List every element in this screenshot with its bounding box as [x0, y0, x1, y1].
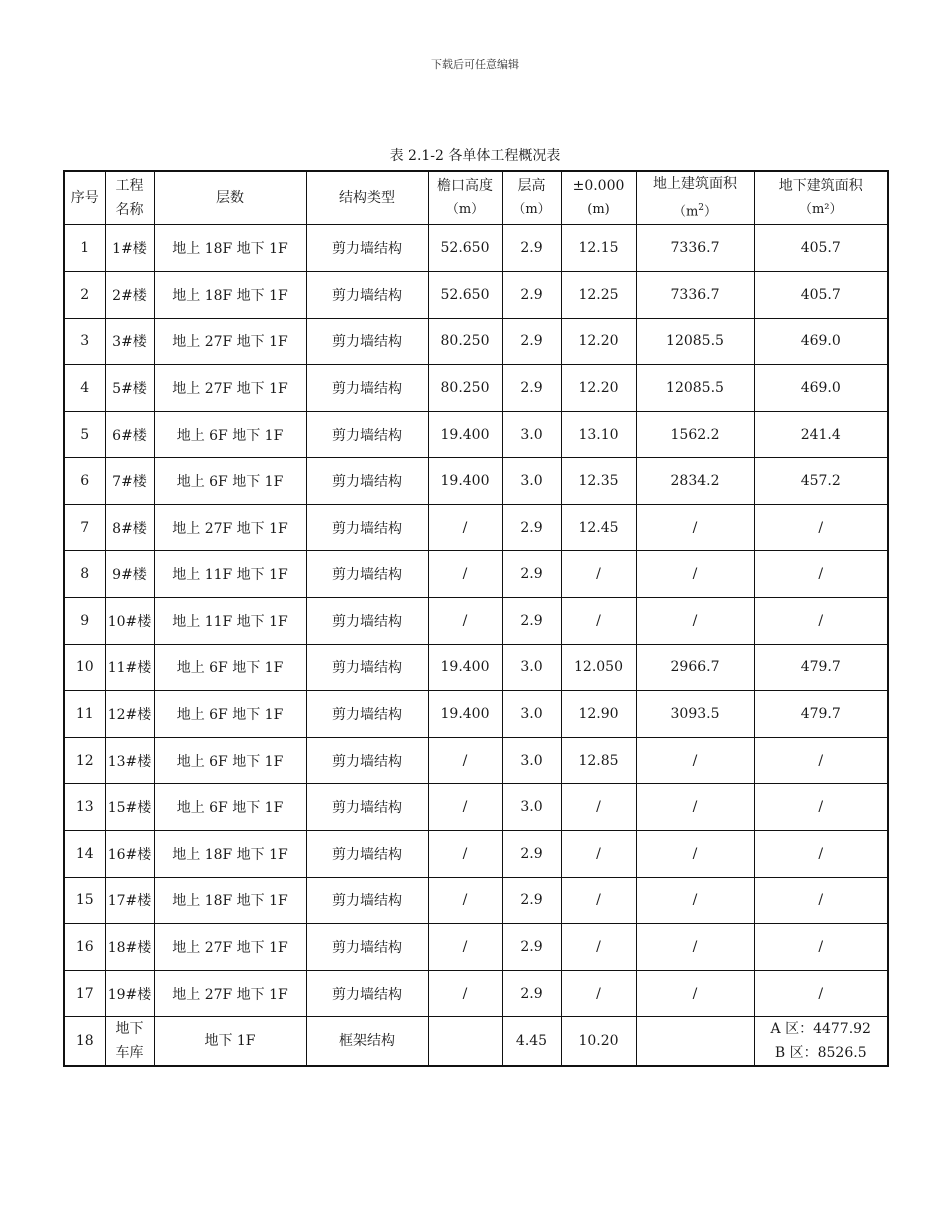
table-body — [64, 225, 888, 1067]
cell-name: 5#楼 — [105, 365, 154, 412]
cell-structure: 剪力墙结构 — [306, 970, 428, 1017]
table-row — [64, 365, 888, 412]
cell-below-ground-area — [754, 1017, 888, 1067]
cell-storey-height: 3.0 — [502, 458, 561, 505]
cell-structure: 剪力墙结构 — [306, 411, 428, 458]
cell-below-ground-area: / — [754, 924, 888, 971]
cell-structure: 剪力墙结构 — [306, 551, 428, 598]
cell-eave-height: / — [428, 737, 502, 784]
cell-structure: 剪力墙结构 — [306, 598, 428, 645]
header-row — [64, 171, 888, 225]
header-eave-height-line1: 檐口高度 — [437, 178, 493, 195]
cell-storey-height: 2.9 — [502, 225, 561, 272]
header-storey-height-line1: 层高 — [517, 178, 546, 195]
header-zero-elevation — [561, 171, 636, 225]
cell-name-line2: 车库 — [115, 1045, 144, 1062]
header-below-ground-area — [754, 171, 888, 225]
cell-name: 10#楼 — [105, 598, 154, 645]
header-eave-height — [428, 171, 502, 225]
cell-storey-height: 2.9 — [502, 924, 561, 971]
cell-eave-height: / — [428, 598, 502, 645]
cell-seq: 6 — [64, 458, 105, 505]
cell-seq: 14 — [64, 831, 105, 878]
cell-eave-height: / — [428, 784, 502, 831]
cell-zero-elevation: / — [561, 551, 636, 598]
header-below-ground-area-line1: 地下建筑面积 — [778, 178, 863, 195]
cell-seq: 5 — [64, 411, 105, 458]
cell-eave-height: 19.400 — [428, 691, 502, 738]
table-row — [64, 691, 888, 738]
table-row — [64, 924, 888, 971]
header-eave-height-unit: （m） — [445, 202, 485, 218]
cell-eave-height: 80.250 — [428, 365, 502, 412]
cell-name — [105, 1017, 154, 1067]
table-row — [64, 877, 888, 924]
cell-structure: 框架结构 — [306, 1017, 428, 1067]
cell-storey-height: 2.9 — [502, 970, 561, 1017]
cell-below-ground-area: 479.7 — [754, 644, 888, 691]
table-row — [64, 551, 888, 598]
cell-structure: 剪力墙结构 — [306, 924, 428, 971]
cell-structure: 剪力墙结构 — [306, 784, 428, 831]
cell-eave-height: / — [428, 924, 502, 971]
table-row — [64, 318, 888, 365]
cell-storey-height: 2.9 — [502, 318, 561, 365]
cell-name: 8#楼 — [105, 504, 154, 551]
cell-below-ground-area: / — [754, 970, 888, 1017]
cell-below-ground-area: 241.4 — [754, 411, 888, 458]
cell-above-ground-area: / — [636, 924, 754, 971]
cell-structure: 剪力墙结构 — [306, 225, 428, 272]
table-row — [64, 225, 888, 272]
cell-zero-elevation: 12.25 — [561, 271, 636, 318]
header-zero-elevation-line1: ±0.000 — [572, 178, 625, 195]
cell-zero-elevation: 12.90 — [561, 691, 636, 738]
cell-floors: 地上 18F 地下 1F — [154, 225, 306, 272]
cell-floors: 地上 27F 地下 1F — [154, 504, 306, 551]
cell-zero-elevation: / — [561, 598, 636, 645]
cell-above-ground-area: / — [636, 970, 754, 1017]
cell-seq: 13 — [64, 784, 105, 831]
cell-seq: 8 — [64, 551, 105, 598]
header-project-name — [105, 171, 154, 225]
cell-floors: 地上 27F 地下 1F — [154, 970, 306, 1017]
cell-seq: 17 — [64, 970, 105, 1017]
cell-zero-elevation: 10.20 — [561, 1017, 636, 1067]
cell-name: 15#楼 — [105, 784, 154, 831]
header-project-name-line2: 名称 — [115, 202, 144, 219]
cell-zero-elevation: / — [561, 784, 636, 831]
cell-above-ground-area: / — [636, 504, 754, 551]
header-above-ground-area-line1: 地上建筑面积 — [653, 176, 737, 192]
cell-eave-height: 80.250 — [428, 318, 502, 365]
cell-above-ground-area: 12085.5 — [636, 318, 754, 365]
cell-below-ground-area: / — [754, 504, 888, 551]
cell-eave-height: / — [428, 877, 502, 924]
header-structure: 结构类型 — [306, 171, 428, 225]
table-row — [64, 644, 888, 691]
cell-eave-height: 19.400 — [428, 411, 502, 458]
cell-seq: 7 — [64, 504, 105, 551]
cell-floors: 地上 6F 地下 1F — [154, 737, 306, 784]
cell-storey-height: 2.9 — [502, 551, 561, 598]
cell-above-ground-area: / — [636, 831, 754, 878]
cell-floors: 地上 11F 地下 1F — [154, 551, 306, 598]
header-below-ground-area-unit: （m²） — [798, 202, 843, 218]
cell-zero-elevation: / — [561, 970, 636, 1017]
table-row — [64, 458, 888, 505]
cell-eave-height: / — [428, 831, 502, 878]
cell-structure: 剪力墙结构 — [306, 644, 428, 691]
cell-storey-height: 2.9 — [502, 504, 561, 551]
header-above-ground-area — [636, 171, 754, 225]
table-row-garage — [64, 1017, 888, 1067]
cell-name: 16#楼 — [105, 831, 154, 878]
table-header — [64, 171, 888, 225]
cell-below-ground-area: / — [754, 831, 888, 878]
cell-above-ground-area: 2966.7 — [636, 644, 754, 691]
cell-name: 13#楼 — [105, 737, 154, 784]
cell-eave-height: / — [428, 504, 502, 551]
table-row — [64, 970, 888, 1017]
cell-seq: 2 — [64, 271, 105, 318]
cell-storey-height: 3.0 — [502, 691, 561, 738]
cell-zero-elevation: 12.45 — [561, 504, 636, 551]
cell-below-ground-area: / — [754, 784, 888, 831]
page-header-note: 下载后可任意编辑 — [431, 58, 519, 71]
cell-above-ground-area: / — [636, 598, 754, 645]
cell-eave-height: 52.650 — [428, 225, 502, 272]
header-project-name-line1: 工程 — [115, 178, 144, 195]
cell-seq: 12 — [64, 737, 105, 784]
table-row — [64, 784, 888, 831]
cell-below-ground-area: 457.2 — [754, 458, 888, 505]
cell-eave-height — [428, 1017, 502, 1067]
cell-seq: 15 — [64, 877, 105, 924]
cell-name: 7#楼 — [105, 458, 154, 505]
header-above-unit-pre: （m — [672, 204, 699, 220]
cell-zero-elevation: 12.15 — [561, 225, 636, 272]
cell-storey-height: 3.0 — [502, 411, 561, 458]
cell-storey-height: 2.9 — [502, 365, 561, 412]
cell-zero-elevation: 12.85 — [561, 737, 636, 784]
cell-eave-height: / — [428, 970, 502, 1017]
cell-structure: 剪力墙结构 — [306, 831, 428, 878]
cell-below-ground-area: 479.7 — [754, 691, 888, 738]
cell-name: 1#楼 — [105, 225, 154, 272]
cell-storey-height: 2.9 — [502, 598, 561, 645]
cell-seq: 10 — [64, 644, 105, 691]
cell-eave-height: 52.650 — [428, 271, 502, 318]
cell-floors: 地上 27F 地下 1F — [154, 365, 306, 412]
cell-name: 11#楼 — [105, 644, 154, 691]
cell-above-ground-area: 1562.2 — [636, 411, 754, 458]
cell-name: 6#楼 — [105, 411, 154, 458]
cell-below-area-zone-a: A 区：4477.92 — [770, 1021, 871, 1038]
cell-seq: 3 — [64, 318, 105, 365]
cell-below-ground-area: 405.7 — [754, 271, 888, 318]
cell-name: 3#楼 — [105, 318, 154, 365]
cell-name: 18#楼 — [105, 924, 154, 971]
cell-structure: 剪力墙结构 — [306, 365, 428, 412]
cell-above-ground-area: 2834.2 — [636, 458, 754, 505]
cell-storey-height: 2.9 — [502, 271, 561, 318]
cell-floors: 地下 1F — [154, 1017, 306, 1067]
cell-floors: 地上 6F 地下 1F — [154, 784, 306, 831]
cell-structure: 剪力墙结构 — [306, 458, 428, 505]
cell-above-ground-area: / — [636, 551, 754, 598]
cell-zero-elevation: 12.35 — [561, 458, 636, 505]
cell-floors: 地上 6F 地下 1F — [154, 691, 306, 738]
cell-seq: 18 — [64, 1017, 105, 1067]
header-storey-height-unit: （m） — [512, 202, 551, 218]
cell-name: 19#楼 — [105, 970, 154, 1017]
table-row — [64, 411, 888, 458]
cell-zero-elevation: / — [561, 831, 636, 878]
table-row — [64, 831, 888, 878]
cell-above-ground-area: / — [636, 784, 754, 831]
cell-seq: 4 — [64, 365, 105, 412]
cell-above-ground-area: / — [636, 877, 754, 924]
cell-seq: 11 — [64, 691, 105, 738]
cell-above-ground-area: 7336.7 — [636, 225, 754, 272]
cell-eave-height: 19.400 — [428, 644, 502, 691]
cell-structure: 剪力墙结构 — [306, 877, 428, 924]
header-zero-elevation-unit: (m) — [587, 202, 610, 218]
cell-eave-height: 19.400 — [428, 458, 502, 505]
cell-floors: 地上 27F 地下 1F — [154, 318, 306, 365]
cell-floors: 地上 6F 地下 1F — [154, 644, 306, 691]
cell-storey-height: 3.0 — [502, 784, 561, 831]
cell-above-ground-area: 3093.5 — [636, 691, 754, 738]
cell-zero-elevation: / — [561, 877, 636, 924]
table-caption: 表 2.1-2 各单体工程概况表 — [389, 148, 561, 164]
cell-storey-height: 3.0 — [502, 737, 561, 784]
cell-zero-elevation: 12.20 — [561, 365, 636, 412]
building-overview-table — [63, 170, 889, 1067]
cell-below-ground-area: 469.0 — [754, 318, 888, 365]
cell-name-line1: 地下 — [115, 1021, 144, 1038]
cell-seq: 1 — [64, 225, 105, 272]
cell-name: 17#楼 — [105, 877, 154, 924]
cell-zero-elevation: / — [561, 924, 636, 971]
cell-name: 2#楼 — [105, 271, 154, 318]
cell-above-ground-area: 7336.7 — [636, 271, 754, 318]
cell-zero-elevation: 12.050 — [561, 644, 636, 691]
cell-eave-height: / — [428, 551, 502, 598]
cell-floors: 地上 6F 地下 1F — [154, 458, 306, 505]
cell-name: 9#楼 — [105, 551, 154, 598]
cell-storey-height: 2.9 — [502, 831, 561, 878]
cell-storey-height: 2.9 — [502, 877, 561, 924]
cell-below-ground-area: 405.7 — [754, 225, 888, 272]
header-seq: 序号 — [64, 171, 105, 225]
cell-storey-height: 4.45 — [502, 1017, 561, 1067]
cell-below-ground-area: 469.0 — [754, 365, 888, 412]
cell-storey-height: 3.0 — [502, 644, 561, 691]
header-above-unit-sup: 2 — [698, 203, 705, 213]
cell-structure: 剪力墙结构 — [306, 737, 428, 784]
cell-floors: 地上 27F 地下 1F — [154, 924, 306, 971]
cell-below-ground-area: / — [754, 598, 888, 645]
cell-structure: 剪力墙结构 — [306, 504, 428, 551]
cell-floors: 地上 11F 地下 1F — [154, 598, 306, 645]
cell-structure: 剪力墙结构 — [306, 318, 428, 365]
header-floors: 层数 — [154, 171, 306, 225]
cell-seq: 16 — [64, 924, 105, 971]
cell-floors: 地上 18F 地下 1F — [154, 831, 306, 878]
cell-below-ground-area: / — [754, 737, 888, 784]
table-row — [64, 504, 888, 551]
cell-below-area-zone-b: B 区：8526.5 — [774, 1045, 867, 1062]
cell-below-ground-area: / — [754, 877, 888, 924]
cell-name: 12#楼 — [105, 691, 154, 738]
cell-floors: 地上 18F 地下 1F — [154, 877, 306, 924]
table-row — [64, 737, 888, 784]
cell-structure: 剪力墙结构 — [306, 271, 428, 318]
cell-below-ground-area: / — [754, 551, 888, 598]
cell-floors: 地上 6F 地下 1F — [154, 411, 306, 458]
cell-above-ground-area — [636, 1017, 754, 1067]
cell-zero-elevation: 12.20 — [561, 318, 636, 365]
header-above-unit-post: ） — [704, 204, 718, 220]
cell-zero-elevation: 13.10 — [561, 411, 636, 458]
table-row — [64, 271, 888, 318]
cell-floors: 地上 18F 地下 1F — [154, 271, 306, 318]
cell-structure: 剪力墙结构 — [306, 691, 428, 738]
header-above-ground-area-unit — [639, 196, 752, 224]
header-storey-height — [502, 171, 561, 225]
table-row — [64, 598, 888, 645]
cell-seq: 9 — [64, 598, 105, 645]
cell-above-ground-area: 12085.5 — [636, 365, 754, 412]
cell-above-ground-area: / — [636, 737, 754, 784]
